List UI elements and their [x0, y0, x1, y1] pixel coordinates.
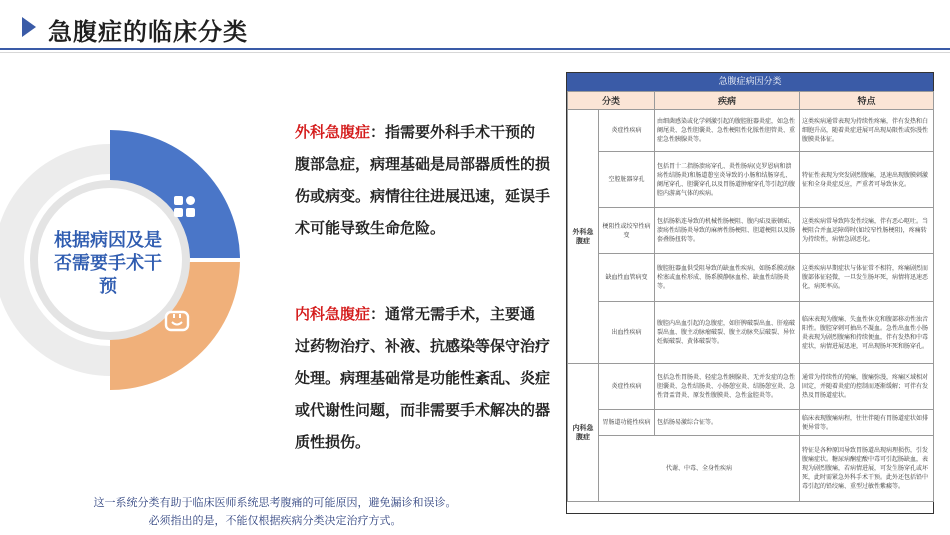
disease-cell: 包括肠粘连导致的机械性肠梗阻、腹内疝及嵌顿疝、溃疡性结肠炎导致的麻痹性肠梗阻、胆道梗阻以及肠套叠肠扭转等。	[655, 208, 800, 254]
footer-note-2: 必须指出的是，不能仅根据疾病分类决定治疗方式。	[148, 514, 402, 527]
subcategory: 梗阻性或绞窄性病变	[599, 208, 655, 254]
header-feature: 特点	[800, 92, 934, 110]
table-title: 急腹症病因分类	[567, 73, 933, 91]
disease-cell: 包括急性胃肠炎、轻症急性胰腺炎、无并发症的急性胆囊炎、急性结肠炎、小肠憩室炎、结肠憩室炎、急性肾盂肾炎、原发性腹膜炎、急性盆腔炎等。	[655, 364, 800, 410]
medical-text: ：通常无需手术，主要通过药物治疗、补液、抗感染等保守治疗处理。病理基础常是功能性紊乱、炎症或代谢性问题，而非需要手术解决的器质性损伤。	[295, 305, 551, 451]
disease-cell: 代谢、中毒、全身性疾病	[599, 436, 800, 502]
header-divider	[0, 48, 950, 50]
header-category: 分类	[568, 92, 655, 110]
feature-cell: 通常为持续性的钝痛，腹痛弥漫，疼痛区域相对固定，并随着炎症的控制而逐渐缓解；可伴有发热及胃肠道症状。	[800, 364, 934, 410]
feature-cell: 特征性表现为突发剧烈腹痛，迅速出现腹膜刺激征和全身炎症反应，严重者可导致休克。	[800, 152, 934, 208]
medical-keyword: 内科急腹症	[295, 305, 371, 323]
subcategory: 缺血性血管病变	[599, 254, 655, 302]
table-row	[568, 364, 934, 410]
category-surgical: 外科急腹症	[568, 110, 599, 364]
etiology-grid	[567, 91, 934, 502]
subcategory: 胃肠道功能性疾病	[599, 410, 655, 436]
disease-cell: 腹腔脏器血供受阻导致的缺血性疾病，如肠系膜动脉栓塞或血栓形成、肠系膜静脉血栓、缺血性结肠炎等。	[655, 254, 800, 302]
table-row	[568, 208, 934, 254]
surgical-description	[295, 116, 550, 244]
table-row	[568, 410, 934, 436]
diagram-center-label: 根据病因及是否需要手术干预	[54, 230, 162, 297]
disease-cell: 由细菌感染或化学刺激引起的腹腔脏器炎症，如急性阑尾炎、急性胆囊炎、急性梗阻性化脓性胆管炎、重症急性胰腺炎等。	[655, 110, 800, 152]
feature-cell: 特征是各种原因导致胃肠道出现病理损伤，引发腹痛症状。糖尿病酮症酸中毒可引起肠缺血，表现为剧烈腹痛，若病情进展，可发生肠穿孔或坏死，此时需紧急外科手术干预。此外还包括铅中毒引起的铅绞痛、重型过敏性紫癜等。	[800, 436, 934, 502]
feature-cell: 临床表现腹痛病程，往往伴随有胃肠道症状如排便异常等。	[800, 410, 934, 436]
disease-cell: 腹腔内出血引起的急腹症，如肝脾破裂出血、肝癌破裂出血、腹主动脉瘤破裂、腹主动脉夹层破裂、异位妊娠破裂、黄体破裂等。	[655, 302, 800, 364]
table-row	[568, 254, 934, 302]
table-header-row	[568, 92, 934, 110]
surgical-keyword: 外科急腹症	[295, 123, 371, 141]
etiology-table	[566, 72, 934, 514]
medical-description	[295, 298, 550, 458]
table-row	[568, 152, 934, 208]
table-row	[568, 436, 934, 502]
header-divider-secondary	[0, 52, 950, 53]
disease-cell: 包括肠易激综合征等。	[655, 410, 800, 436]
header-disease: 疾病	[655, 92, 800, 110]
feature-cell: 这类疾病通常表现为持续性疼痛，伴有发热和白细胞升高，随着炎症进展可出现局限性或弥漫性腹膜炎体征。	[800, 110, 934, 152]
feature-cell: 临床表现为腹痛、失血性休克和腹部移动性浊音阳性。腹腔穿刺可抽出不凝血。急性出血性小肠炎表现为剧烈腹痛和持续便血，伴有发热和中毒症状，病情进展迅速，可出现肠坏死和肠穿孔。	[800, 302, 934, 364]
feature-cell: 这类疾病常导致阵发性绞痛，伴有恶心呕吐。当梗阻合并血运障碍时(如绞窄性肠梗阻)，疼痛转为持续性，病情急剧恶化。	[800, 208, 934, 254]
subcategory: 炎症性疾病	[599, 110, 655, 152]
header-triangle-icon	[22, 17, 36, 37]
feature-cell: 这类疾病早期症状与体征常不相符，疼痛剧烈而腹部体征轻微，一旦发生肠坏死，病情将迅速恶化，病死率高。	[800, 254, 934, 302]
disease-cell: 包括胃十二指肠溃疡穿孔、炎性肠病(克罗恩病和溃疡性结肠炎)和肠道憩室炎导致的小肠和结肠穿孔、阑尾穿孔、胆囊穿孔以及胃肠道肿瘤穿孔等引起的腹腔内游离气体的疾病。	[655, 152, 800, 208]
surgical-text: ：指需要外科手术干预的腹部急症，病理基础是局部器质性的损伤或病变。病情往往进展迅速，延误手术可能导致生命危险。	[295, 123, 551, 237]
table-row	[568, 110, 934, 152]
subcategory: 出血性疾病	[599, 302, 655, 364]
table-row	[568, 302, 934, 364]
footer-note-1: 这一系统分类有助于临床医师系统思考腹痛的可能原因，避免漏诊和误诊。	[93, 496, 457, 509]
subcategory: 炎症性疾病	[599, 364, 655, 410]
subcategory: 空腔脏器穿孔	[599, 152, 655, 208]
category-medical: 内科急腹症	[568, 364, 599, 502]
page-title: 急腹症的临床分类	[48, 18, 248, 46]
